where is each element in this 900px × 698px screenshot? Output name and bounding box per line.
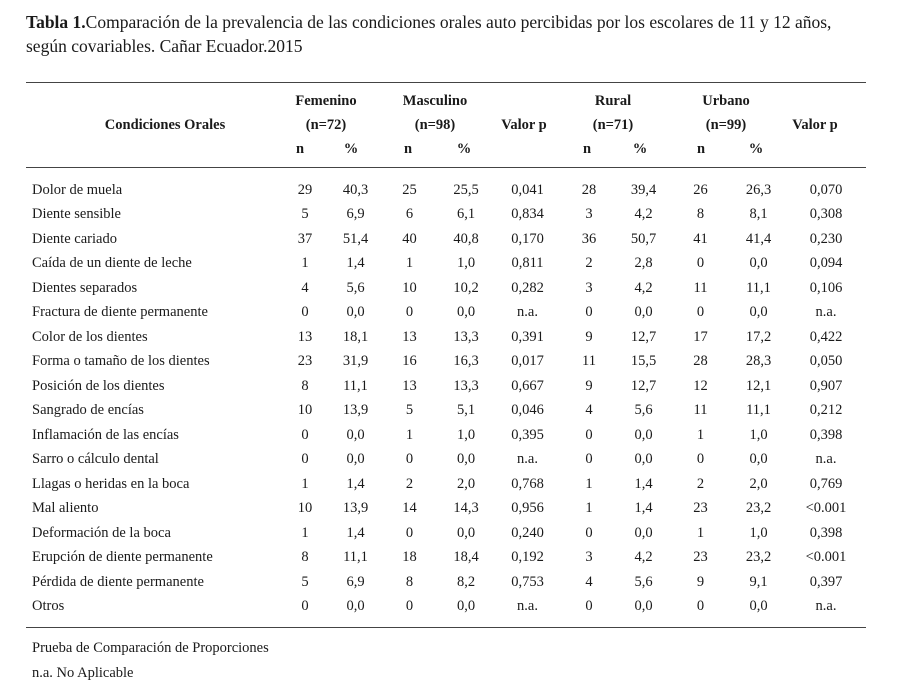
cell-urbano-pct: 0,0 (749, 255, 768, 272)
table-caption (26, 10, 876, 58)
cell-urbano-n: 2 (696, 475, 705, 492)
table-row (26, 423, 866, 448)
cell-femenino-pct: 6,9 (346, 206, 365, 223)
cell-femenino-pct: 0,0 (346, 598, 365, 615)
table-row (26, 325, 866, 350)
cell-masculino-n: 10 (402, 279, 417, 296)
cell-masculino-n: 6 (405, 206, 414, 223)
cell-femenino-pct: 40,3 (342, 181, 369, 198)
cell-masculino-n: 5 (405, 402, 414, 419)
cell-condition: Diente cariado (32, 230, 117, 247)
cell-femenino-n: 4 (301, 279, 309, 296)
cell-femenino-pct: 0,0 (346, 304, 365, 321)
note-test: Prueba de Comparación de Proporciones (32, 640, 269, 656)
cell-masculino-n: 40 (402, 230, 417, 247)
header-urbano: Urbano (702, 93, 750, 109)
cell-valor-p-sexo: n.a. (517, 304, 538, 321)
cell-rural-pct: 4,2 (634, 279, 653, 296)
cell-femenino-pct: 51,4 (342, 230, 369, 247)
table-row (26, 203, 866, 228)
cell-masculino-pct: 18,4 (453, 549, 479, 566)
cell-femenino-n: 10 (297, 500, 313, 517)
cell-valor-p-zona: <0.001 (805, 500, 847, 517)
cell-rural-pct: 1,4 (634, 475, 653, 492)
subheader-femenino-n: n (295, 141, 305, 157)
cell-urbano-n: 17 (693, 328, 708, 345)
cell-condition: Inflamación de las encías (32, 426, 179, 443)
header-rural-n: (n=71) (592, 117, 634, 133)
table-row (26, 252, 866, 277)
cell-urbano-pct: 12,1 (745, 377, 772, 394)
cell-femenino-pct: 13,9 (342, 402, 369, 419)
cell-valor-p-zona: 0,769 (809, 475, 843, 492)
table-row (26, 276, 866, 301)
cell-femenino-pct: 31,9 (342, 353, 369, 370)
cell-condition: Color de los dientes (32, 328, 148, 345)
table-row (26, 178, 866, 203)
cell-valor-p-sexo: 0,667 (511, 377, 544, 394)
cell-masculino-n: 1 (405, 426, 414, 443)
cell-femenino-n: 5 (301, 573, 309, 590)
cell-masculino-n: 16 (402, 353, 417, 370)
header-femenino-n: (n=72) (305, 117, 347, 133)
cell-urbano-n: 1 (696, 426, 705, 443)
cell-rural-n: 1 (585, 475, 593, 492)
cell-rural-pct: 39,4 (630, 181, 657, 198)
cell-masculino-pct: 1,0 (456, 426, 476, 443)
subheader-rural-pct: % (632, 141, 648, 157)
cell-valor-p-sexo: 0,282 (511, 279, 544, 296)
cell-masculino-n: 13 (402, 328, 417, 345)
cell-urbano-pct: 8,1 (749, 206, 768, 223)
cell-masculino-pct: 25,5 (453, 181, 479, 198)
cell-femenino-n: 13 (297, 328, 313, 345)
cell-urbano-pct: 28,3 (745, 353, 772, 370)
cell-femenino-pct: 11,1 (343, 377, 368, 394)
subheader-masculino-pct: % (456, 141, 472, 157)
subheader-masculino-n: n (403, 141, 413, 157)
cell-condition: Caída de un diente de leche (32, 255, 192, 272)
cell-valor-p-sexo: n.a. (517, 451, 538, 468)
table-row (26, 521, 866, 546)
cell-masculino-pct: 8,2 (456, 573, 476, 590)
cell-masculino-n: 13 (402, 377, 417, 394)
cell-valor-p-sexo: 0,240 (511, 524, 544, 541)
cell-valor-p-zona: 0,907 (809, 377, 843, 394)
cell-masculino-n: 14 (402, 500, 417, 517)
cell-urbano-pct: 0,0 (749, 451, 768, 468)
cell-urbano-n: 0 (696, 451, 705, 468)
cell-rural-pct: 0,0 (634, 524, 653, 541)
cell-femenino-pct: 18,1 (342, 328, 369, 345)
cell-rural-n: 0 (585, 598, 593, 615)
cell-femenino-n: 0 (301, 426, 309, 443)
cell-urbano-pct: 0,0 (749, 304, 768, 321)
cell-rural-pct: 5,6 (634, 402, 653, 419)
cell-valor-p-sexo: 0,768 (511, 475, 544, 492)
subheader-urbano-n: n (696, 141, 706, 157)
cell-condition: Forma o tamaño de los dientes (32, 353, 210, 370)
cell-masculino-pct: 14,3 (453, 500, 479, 517)
cell-valor-p-zona: 0,230 (809, 230, 843, 247)
cell-femenino-n: 0 (301, 451, 309, 468)
cell-urbano-pct: 23,2 (745, 500, 772, 517)
cell-urbano-n: 8 (696, 206, 705, 223)
cell-femenino-n: 1 (301, 255, 309, 272)
cell-condition: Pérdida de diente permanente (32, 573, 204, 590)
cell-masculino-pct: 1,0 (456, 255, 476, 272)
cell-valor-p-zona: 0,212 (809, 402, 843, 419)
cell-urbano-pct: 2,0 (749, 475, 768, 492)
cell-rural-n: 1 (585, 500, 593, 517)
cell-rural-pct: 0,0 (634, 598, 653, 615)
cell-rural-n: 2 (585, 255, 593, 272)
table-row (26, 227, 866, 252)
cell-masculino-pct: 40,8 (453, 230, 479, 247)
cell-rural-n: 3 (585, 279, 593, 296)
cell-femenino-n: 1 (301, 524, 309, 541)
cell-urbano-pct: 41,4 (745, 230, 772, 247)
cell-femenino-pct: 1,4 (346, 475, 365, 492)
table-row (26, 374, 866, 399)
header-masculino-n: (n=98) (414, 117, 456, 133)
cell-urbano-pct: 9,1 (749, 573, 768, 590)
table-row (26, 448, 866, 473)
cell-rural-n: 4 (585, 402, 593, 419)
cell-urbano-n: 1 (696, 524, 705, 541)
cell-femenino-n: 37 (297, 230, 313, 247)
cell-masculino-pct: 0,0 (456, 524, 476, 541)
subheader-femenino-pct: % (343, 141, 359, 157)
cell-rural-pct: 12,7 (630, 328, 657, 345)
cell-femenino-pct: 11,1 (343, 549, 368, 566)
cell-femenino-n: 8 (301, 377, 309, 394)
cell-valor-p-sexo: 0,395 (511, 426, 544, 443)
cell-masculino-n: 0 (405, 451, 414, 468)
cell-valor-p-sexo: 0,192 (511, 549, 544, 566)
cell-rural-pct: 4,2 (634, 549, 653, 566)
cell-masculino-n: 1 (405, 255, 414, 272)
cell-valor-p-sexo: 0,391 (511, 328, 544, 345)
cell-rural-n: 3 (585, 549, 593, 566)
cell-masculino-n: 18 (402, 549, 417, 566)
cell-valor-p-sexo: n.a. (517, 598, 538, 615)
cell-masculino-n: 0 (405, 524, 414, 541)
cell-condition: Erupción de diente permanente (32, 549, 213, 566)
cell-masculino-n: 0 (405, 598, 414, 615)
cell-femenino-n: 0 (301, 304, 309, 321)
cell-masculino-pct: 0,0 (456, 304, 476, 321)
cell-valor-p-zona: <0.001 (805, 549, 847, 566)
cell-condition: Sangrado de encías (32, 402, 144, 419)
cell-urbano-pct: 11,1 (746, 402, 771, 419)
cell-valor-p-sexo: 0,041 (511, 181, 544, 198)
cell-urbano-n: 0 (696, 255, 705, 272)
caption-text: Comparación de la prevalencia de las condiciones orales auto percibidas por los escolares de 11 y 12 años, según covariables. Cañar Ecuador.2015 (26, 12, 832, 56)
cell-urbano-pct: 23,2 (745, 549, 772, 566)
header-valor-p-1: Valor p (501, 117, 547, 133)
table-row (26, 301, 866, 326)
header-valor-p-2: Valor p (792, 117, 838, 133)
cell-urbano-n: 26 (693, 181, 708, 198)
cell-rural-n: 11 (582, 353, 596, 370)
subheader-urbano-pct: % (748, 141, 764, 157)
cell-femenino-n: 29 (297, 181, 313, 198)
cell-rural-pct: 50,7 (630, 230, 657, 247)
cell-valor-p-sexo: 0,753 (511, 573, 544, 590)
cell-urbano-pct: 17,2 (745, 328, 772, 345)
cell-urbano-n: 23 (693, 500, 708, 517)
cell-rural-pct: 4,2 (634, 206, 653, 223)
cell-femenino-n: 0 (301, 598, 309, 615)
cell-rural-pct: 0,0 (634, 451, 653, 468)
cell-urbano-pct: 1,0 (749, 524, 768, 541)
table-row (26, 595, 866, 620)
cell-femenino-n: 1 (301, 475, 309, 492)
cell-urbano-n: 0 (696, 304, 705, 321)
cell-urbano-n: 28 (693, 353, 708, 370)
cell-condition: Otros (32, 598, 65, 615)
data-table (26, 178, 866, 619)
table-row (26, 546, 866, 571)
cell-femenino-pct: 5,6 (346, 279, 365, 296)
cell-valor-p-sexo: 0,170 (511, 230, 544, 247)
cell-rural-pct: 0,0 (634, 426, 653, 443)
cell-condition: Fractura de diente permanente (32, 304, 208, 321)
cell-valor-p-sexo: 0,834 (511, 206, 544, 223)
cell-femenino-n: 8 (301, 549, 309, 566)
table-body (26, 178, 866, 619)
cell-femenino-pct: 0,0 (346, 451, 365, 468)
cell-condition: Llagas o heridas en la boca (32, 475, 190, 492)
cell-rural-n: 0 (585, 304, 593, 321)
cell-urbano-pct: 1,0 (749, 426, 768, 443)
cell-valor-p-zona: 0,050 (809, 353, 843, 370)
cell-rural-n: 9 (585, 328, 593, 345)
cell-masculino-pct: 10,2 (453, 279, 479, 296)
cell-urbano-n: 11 (693, 402, 708, 419)
cell-rural-n: 4 (585, 573, 593, 590)
cell-condition: Deformación de la boca (32, 524, 171, 541)
cell-rural-n: 0 (585, 426, 593, 443)
cell-urbano-n: 0 (696, 598, 705, 615)
cell-urbano-n: 11 (693, 279, 708, 296)
bottom-rule (26, 627, 866, 628)
cell-condition: Mal aliento (32, 500, 99, 517)
cell-condition: Diente sensible (32, 206, 121, 223)
table-row (26, 399, 866, 424)
cell-rural-n: 28 (581, 181, 597, 198)
cell-masculino-pct: 2,0 (456, 475, 476, 492)
cell-femenino-n: 23 (297, 353, 313, 370)
cell-valor-p-sexo: 0,017 (511, 353, 544, 370)
top-rule (26, 82, 866, 83)
cell-rural-n: 9 (585, 377, 593, 394)
cell-valor-p-zona: n.a. (815, 451, 837, 468)
header-rule (26, 167, 866, 168)
cell-rural-n: 36 (581, 230, 597, 247)
cell-masculino-pct: 6,1 (456, 206, 476, 223)
cell-femenino-pct: 1,4 (346, 255, 365, 272)
cell-urbano-n: 41 (693, 230, 708, 247)
cell-urbano-n: 12 (693, 377, 708, 394)
cell-femenino-n: 5 (301, 206, 309, 223)
subheader-rural-n: n (582, 141, 592, 157)
cell-rural-pct: 0,0 (634, 304, 653, 321)
cell-valor-p-zona: n.a. (815, 598, 837, 615)
cell-femenino-pct: 0,0 (346, 426, 365, 443)
cell-femenino-pct: 6,9 (346, 573, 365, 590)
cell-urbano-pct: 26,3 (745, 181, 772, 198)
cell-femenino-pct: 13,9 (342, 500, 369, 517)
header-femenino: Femenino (295, 93, 357, 109)
header-urbano-n: (n=99) (705, 117, 747, 133)
cell-masculino-n: 2 (405, 475, 414, 492)
cell-urbano-pct: 11,1 (746, 279, 771, 296)
cell-valor-p-zona: 0,398 (809, 426, 843, 443)
header-masculino: Masculino (402, 93, 468, 109)
table-row (26, 472, 866, 497)
cell-rural-n: 3 (585, 206, 593, 223)
cell-urbano-pct: 0,0 (749, 598, 768, 615)
cell-masculino-pct: 5,1 (456, 402, 476, 419)
cell-rural-n: 0 (585, 451, 593, 468)
cell-condition: Sarro o cálculo dental (32, 451, 159, 468)
cell-valor-p-zona: 0,094 (809, 255, 843, 272)
cell-femenino-n: 10 (297, 402, 313, 419)
cell-valor-p-zona: 0,106 (809, 279, 843, 296)
caption-label: Tabla 1. (26, 12, 86, 32)
cell-rural-n: 0 (585, 524, 593, 541)
cell-valor-p-sexo: 0,956 (511, 500, 544, 517)
cell-urbano-n: 23 (693, 549, 708, 566)
cell-masculino-n: 25 (402, 181, 417, 198)
cell-masculino-n: 8 (405, 573, 414, 590)
cell-masculino-pct: 13,3 (453, 377, 479, 394)
cell-rural-pct: 12,7 (630, 377, 657, 394)
cell-valor-p-sexo: 0,811 (511, 255, 544, 272)
cell-masculino-pct: 0,0 (456, 598, 476, 615)
cell-urbano-n: 9 (696, 573, 705, 590)
cell-rural-pct: 2,8 (634, 255, 653, 272)
cell-rural-pct: 15,5 (630, 353, 657, 370)
cell-valor-p-sexo: 0,046 (511, 402, 544, 419)
cell-masculino-n: 0 (405, 304, 414, 321)
cell-masculino-pct: 16,3 (453, 353, 479, 370)
cell-condition: Dientes separados (32, 279, 138, 296)
cell-condition: Posición de los dientes (32, 377, 165, 394)
cell-masculino-pct: 13,3 (453, 328, 479, 345)
note-na: n.a. No Aplicable (32, 665, 134, 681)
header-condiciones-orales: Condiciones Orales (104, 117, 226, 133)
cell-condition: Dolor de muela (32, 181, 123, 198)
cell-rural-pct: 5,6 (634, 573, 653, 590)
cell-valor-p-zona: 0,398 (809, 524, 843, 541)
cell-valor-p-zona: 0,070 (809, 181, 843, 198)
cell-femenino-pct: 1,4 (346, 524, 365, 541)
cell-valor-p-zona: n.a. (815, 304, 837, 321)
table-row (26, 497, 866, 522)
cell-valor-p-zona: 0,397 (809, 573, 843, 590)
cell-rural-pct: 1,4 (634, 500, 653, 517)
table-row (26, 350, 866, 375)
cell-masculino-pct: 0,0 (456, 451, 476, 468)
table-row (26, 570, 866, 595)
cell-valor-p-zona: 0,308 (809, 206, 843, 223)
cell-valor-p-zona: 0,422 (809, 328, 843, 345)
header-rural: Rural (594, 93, 632, 109)
